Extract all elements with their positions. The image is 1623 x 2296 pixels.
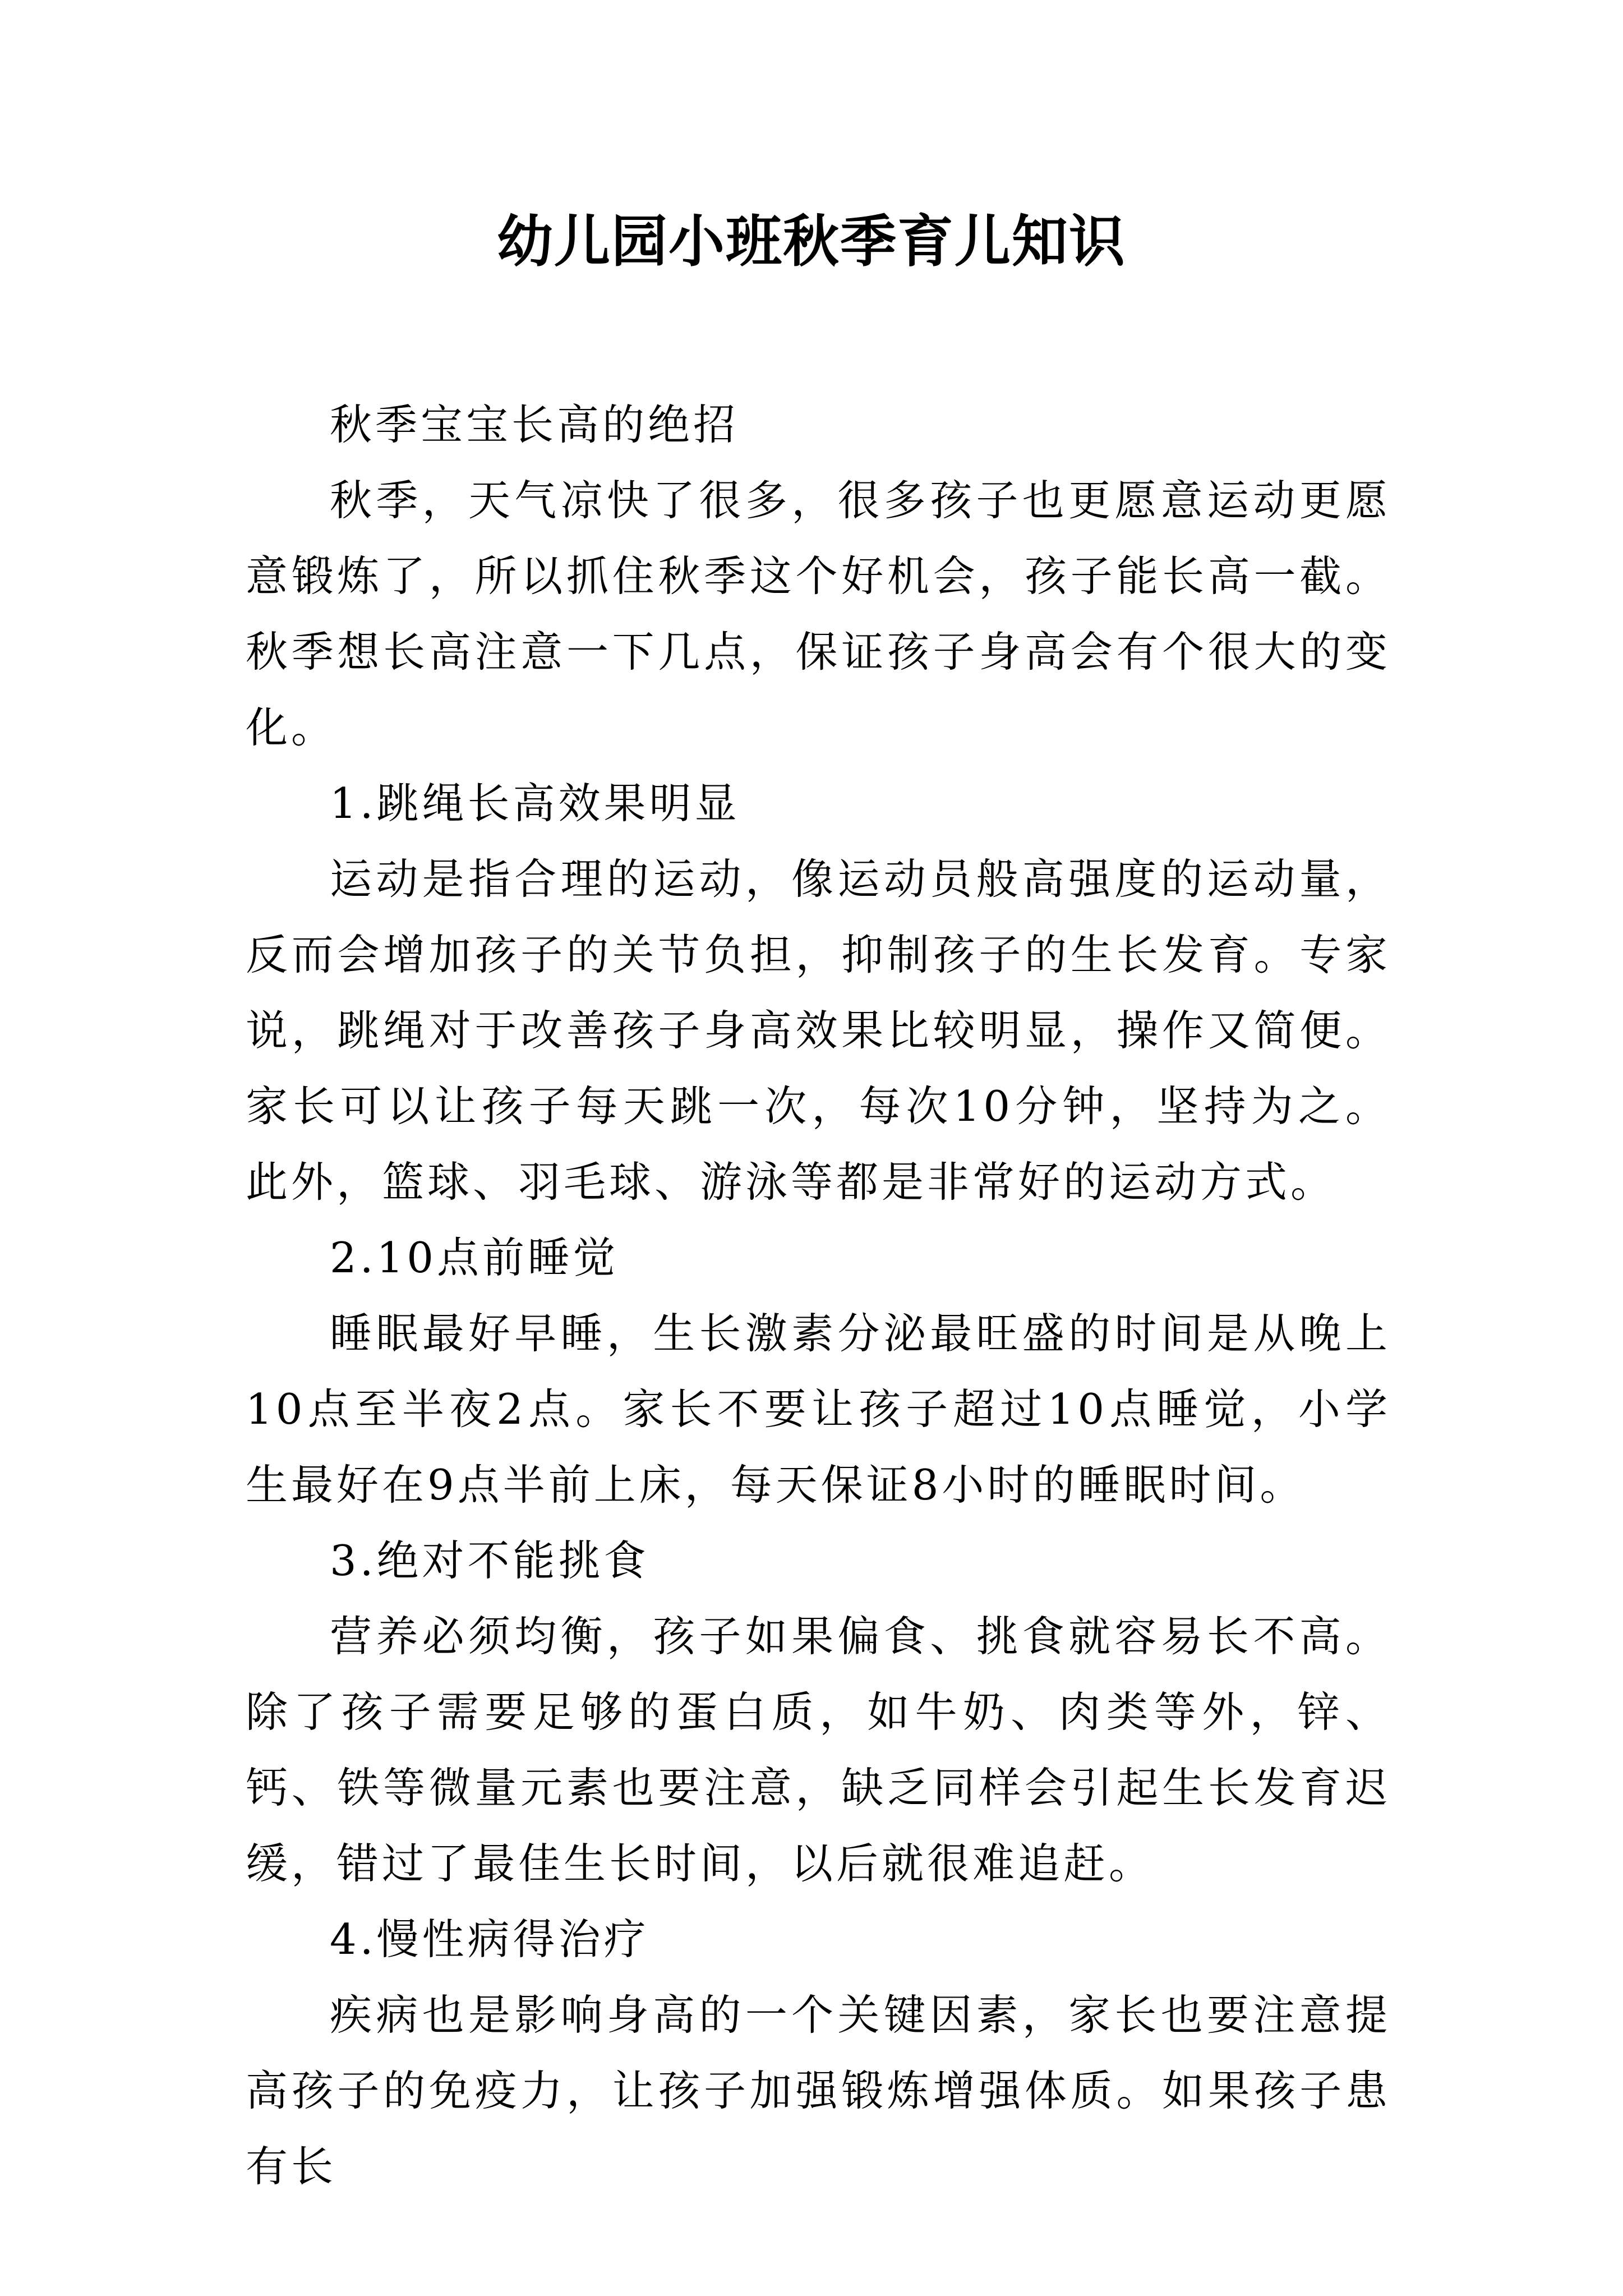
section-heading: 秋季宝宝长高的绝招 — [330, 400, 739, 449]
body-paragraph: 睡眠最好早睡，生长激素分泌最旺盛的时间是从晚上10点至半夜2点。家长不要让孩子超过10点睡觉，小学生最好在9点半前上床，每天保证8小时的睡眠时间。 — [246, 1309, 1391, 1510]
body-paragraph: 秋季，天气凉快了很多，很多孩子也更愿意运动更愿意锻炼了，所以抓住秋季这个好机会，孩子能长高一截。秋季想长高注意一下几点，保证孩子身高会有个很大的变化。 — [246, 476, 1391, 752]
document-body — [246, 387, 1391, 2205]
body-paragraph: 营养必须均衡，孩子如果偏食、挑食就容易长不高。除了孩子需要足够的蛋白质，如牛奶、肉类等外，锌、钙、铁等微量元素也要注意，缺乏同样会引起生长发育迟缓，错过了最佳生长时间，以后就很难追赶。 — [246, 1612, 1391, 1888]
section-heading: 3.绝对不能挑食 — [330, 1536, 649, 1585]
section-heading: 4.慢性病得治疗 — [330, 1915, 649, 1964]
section-heading: 2.10点前睡觉 — [330, 1233, 619, 1282]
body-paragraph: 运动是指合理的运动，像运动员般高强度的运动量，反而会增加孩子的关节负担，抑制孩子的生长发育。专家说，跳绳对于改善孩子身高效果比较明显，操作又简便。家长可以让孩子每天跳一次，每次10分钟，坚持为之。此外，篮球、羽毛球、游泳等都是非常好的运动方式。 — [246, 854, 1391, 1207]
section-heading: 1.跳绳长高效果明显 — [330, 779, 740, 828]
document-title: 幼儿园小班秋季育儿知识 — [497, 208, 1126, 274]
body-paragraph: 疾病也是影响身高的一个关键因素，家长也要注意提高孩子的免疫力，让孩子加强锻炼增强体质。如果孩子患有长 — [246, 1990, 1391, 2191]
